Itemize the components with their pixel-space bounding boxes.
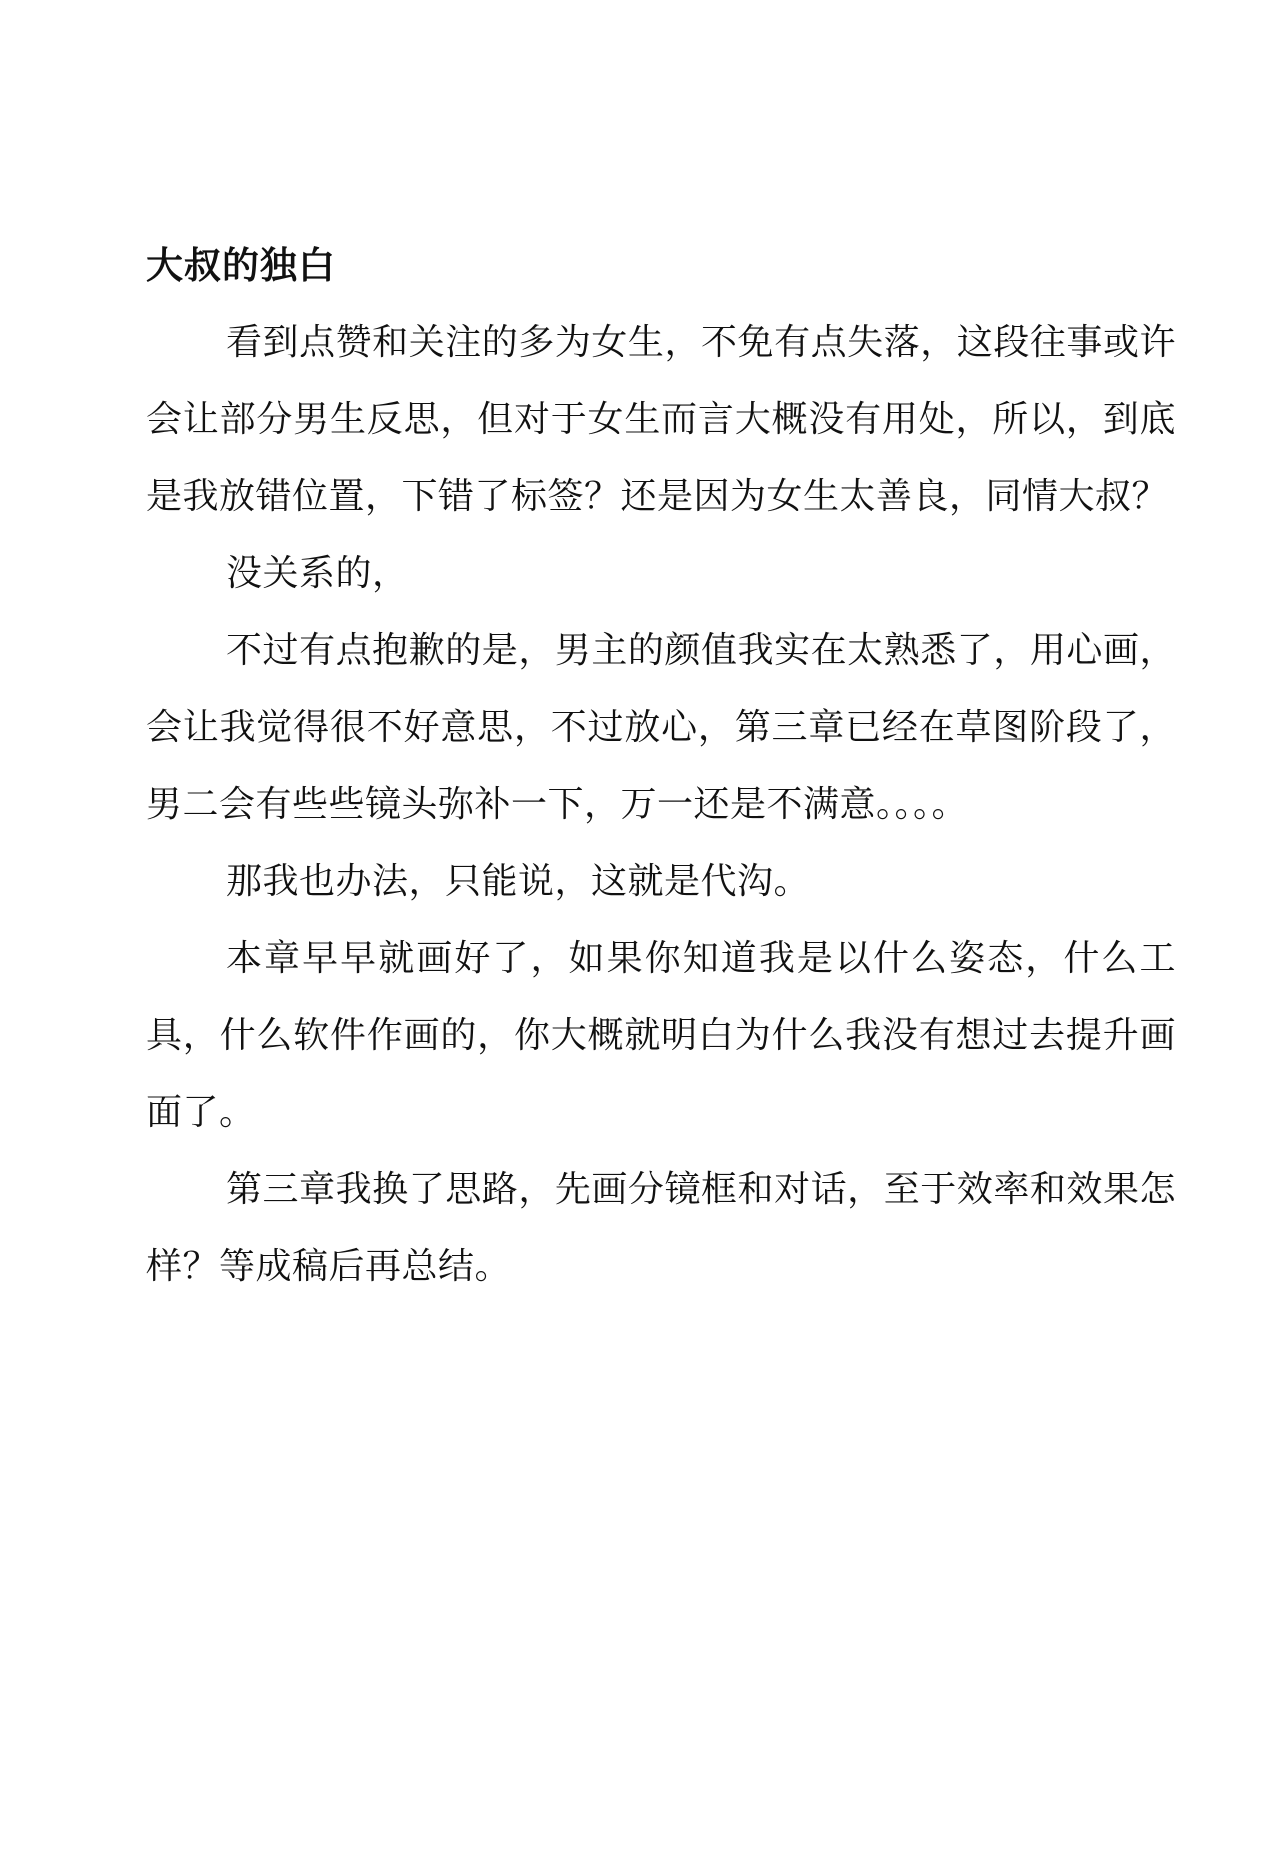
paragraph-3: 不过有点抱歉的是，男主的颜值我实在太熟悉了，用心画，会让我觉得很不好意思，不过放心，第三章已经在草图阶段了，男二会有些些镜头弥补一下，万一还是不满意。。。。 xyxy=(146,630,1176,825)
paragraph-4: 那我也办法，只能说，这就是代沟。 xyxy=(226,861,811,902)
document-page xyxy=(146,242,1176,1305)
document-title: 大叔的独白 xyxy=(146,244,336,287)
paragraph-1: 看到点赞和关注的多为女生，不免有点失落，这段往事或许会让部分男生反思，但对于女生而言大概没有用处，所以，到底是我放错位置，下错了标签？还是因为女生太善良，同情大叔？ xyxy=(146,322,1176,517)
paragraph-5: 本章早早就画好了，如果你知道我是以什么姿态，什么工具，什么软件作画的，你大概就明白为什么我没有想过去提升画面了。 xyxy=(146,938,1176,1133)
paragraph-6: 第三章我换了思路，先画分镜框和对话，至于效率和效果怎样？等成稿后再总结。 xyxy=(146,1169,1176,1287)
paragraph-2: 没关系的， xyxy=(226,553,409,594)
